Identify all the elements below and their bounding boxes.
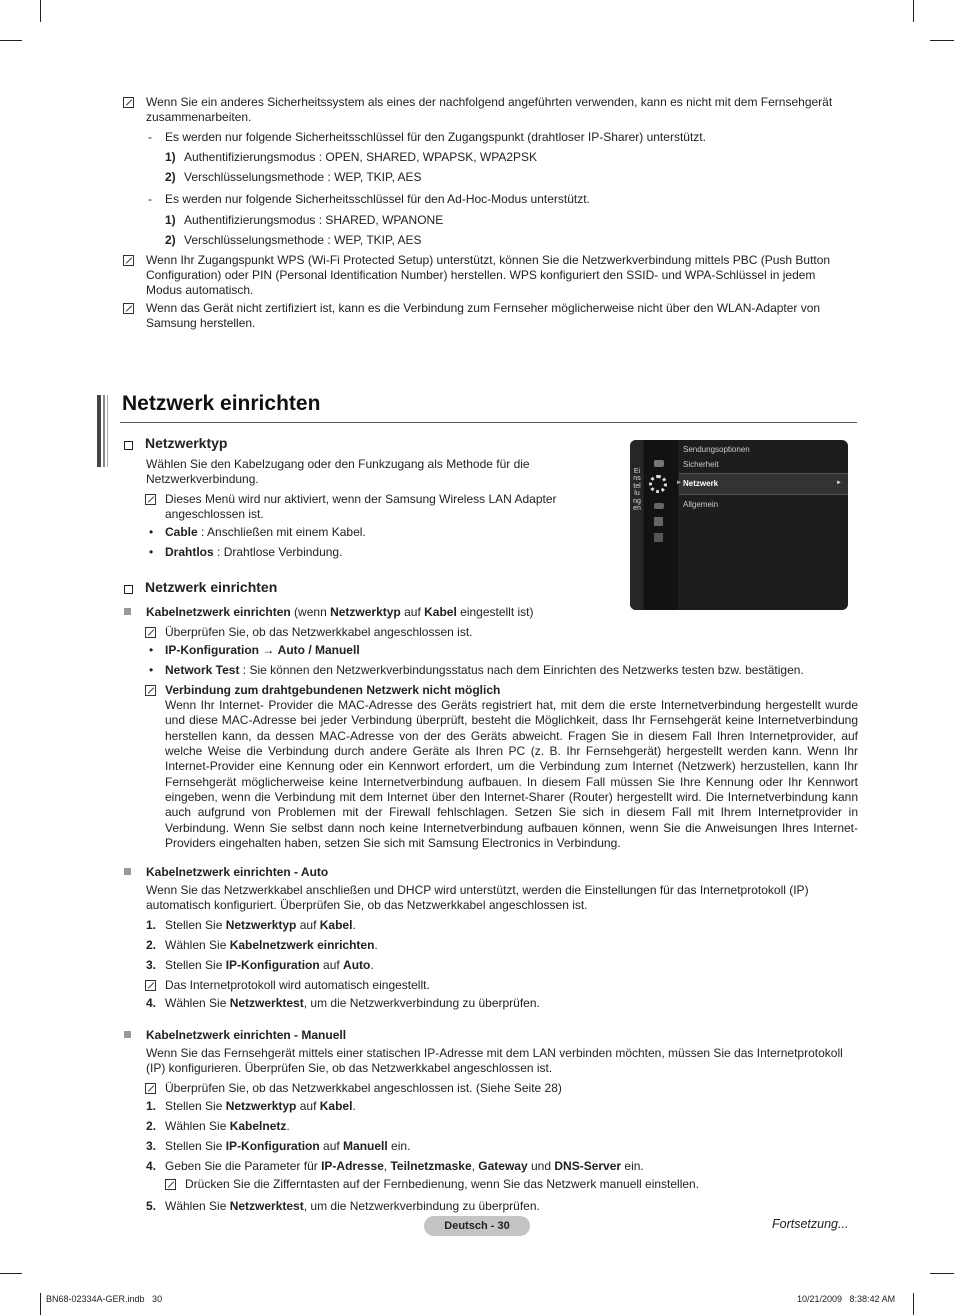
note-text: Samsung herstellen. (146, 316, 256, 330)
step-text (165, 958, 374, 973)
step-word: auf (296, 918, 320, 932)
desc-text: Netzwerkverbindung. (146, 472, 259, 486)
step-bold: Netzwerktyp (225, 918, 297, 932)
step-text (165, 1099, 356, 1114)
step-word: auf (296, 1099, 320, 1113)
step-text (165, 1119, 290, 1134)
dash: - (148, 192, 152, 206)
step-text (165, 1159, 644, 1174)
step-word: . (352, 1099, 356, 1113)
section-bar (107, 395, 108, 467)
note-text: zusammenarbeiten. (146, 110, 252, 124)
crop-mark (913, 1293, 914, 1315)
ip-label: IP-Konfiguration (165, 643, 259, 657)
bullet: • (149, 663, 154, 677)
manuell-desc: Wenn Sie das Fernsehgerät mittels einer statischen IP-Adresse mit dem LAN verbinden möchten, müssen Sie das Internetprotokoll (146, 1046, 843, 1060)
note-text: Wenn Ihr Zugangspunkt WPS (Wi-Fi Protected Setup) unterstützt, können Sie die Netzwerkverbindung mittels PBC (Push Button (146, 253, 831, 267)
menu-arrow-right: ► (836, 480, 842, 486)
step-word: . (370, 958, 374, 972)
test-text: : Sie können den Netzwerkverbindungsstatus nach dem Einrichten des Netzwerks testen bzw. bestätigen. (239, 663, 804, 677)
note-icon (145, 494, 156, 505)
menu-arrow-left: ► (676, 480, 682, 486)
step-word: , um die Netzwerkverbindung zu überprüfen. (303, 996, 540, 1010)
note-icon (123, 97, 134, 108)
test-label: Network Test (165, 663, 240, 677)
section-rule (120, 422, 857, 423)
step-word: auf (319, 1139, 344, 1153)
crop-mark (0, 1273, 22, 1274)
step-word: Stellen Sie (165, 1139, 226, 1153)
footer-file: BN68-02334A-GER.indb 30 (46, 1294, 163, 1304)
step-bold: Manuell (343, 1139, 388, 1153)
step-text (165, 918, 356, 933)
page-number-badge: Deutsch - 30 (424, 1216, 530, 1236)
step-number: 4. (146, 1159, 157, 1173)
note-icon (145, 980, 156, 991)
note-text: Dieses Menü wird nur aktiviert, wenn der Samsung Wireless LAN Adapter (165, 492, 557, 506)
step-word: ein. (387, 1139, 411, 1153)
crop-mark (0, 40, 22, 41)
step-word: Wählen Sie (165, 938, 230, 952)
step-word: Wählen Sie (165, 1119, 230, 1133)
ip-arrow: → (258, 643, 278, 657)
note-icon (145, 627, 156, 638)
step-bold: Kabelnetzwerk einrichten (229, 938, 375, 952)
auto-title: Kabelnetzwerk einrichten - Auto (146, 865, 329, 879)
bullet: • (149, 525, 154, 539)
step-bold: DNS-Server (554, 1159, 622, 1173)
list-text: Es werden nur folgende Sicherheitsschlüssel für den Ad-Hoc-Modus unterstützt. (165, 192, 590, 206)
step-text (165, 938, 378, 953)
step-bold: Netzwerktyp (225, 1099, 297, 1113)
step-word: Stellen Sie (165, 958, 226, 972)
note-icon (145, 1083, 156, 1094)
continue-text: Fortsetzung... (772, 1217, 849, 1231)
step-number: 5. (146, 1199, 157, 1213)
note-icon (165, 1179, 176, 1190)
square-bullet (124, 868, 131, 875)
note-text: angeschlossen ist. (165, 507, 264, 521)
list-number: 2) (165, 233, 176, 247)
step-bold: IP-Konfiguration (225, 958, 320, 972)
crop-mark (40, 1293, 41, 1315)
wifi-icon (654, 503, 664, 509)
cable-label: Cable (165, 525, 198, 539)
note-text: Modus automatisch. (146, 283, 254, 297)
desc-text: Wählen Sie den Kabelzugang oder den Funkzugang als Methode für die (146, 457, 530, 471)
crop-mark (930, 40, 954, 41)
step-word: Wählen Sie (165, 1199, 230, 1213)
manuell-title: Kabelnetzwerk einrichten - Manuell (146, 1028, 347, 1042)
network-test-line (165, 663, 804, 678)
section-bar (103, 395, 105, 467)
section-title: Netzwerk einrichten (122, 392, 321, 415)
checkbox-bullet (124, 585, 133, 594)
cable-text: : Anschließen mit einem Kabel. (197, 525, 366, 539)
wireless-label: Drahtlos (165, 545, 214, 559)
note-text: Überprüfen Sie, ob das Netzwerkkabel angeschlossen ist. (Siehe Seite 28) (165, 1081, 562, 1095)
ip-config-line (165, 643, 360, 658)
step-text (165, 1139, 410, 1154)
crop-mark (930, 1273, 954, 1274)
note-icon (123, 255, 134, 266)
square-bullet (124, 1031, 131, 1038)
step-bold: Kabelnetz (229, 1119, 287, 1133)
ip-value: Auto / Manuell (277, 643, 360, 657)
square-bullet (124, 608, 131, 615)
subheading: Netzwerktyp (145, 435, 228, 451)
step-number: 3. (146, 958, 157, 972)
step-number: 4. (146, 996, 157, 1010)
step-text (165, 1199, 540, 1214)
gear-icon (649, 475, 667, 493)
menu-item-netzwerk[interactable]: Netzwerk (683, 479, 719, 488)
step-word: Wählen Sie (165, 996, 230, 1010)
auto-desc: automatisch konfiguriert. Überprüfen Sie, ob das Netzwerkkabel angeschlossen ist. (146, 898, 588, 912)
step-bold: Auto (343, 958, 371, 972)
note-text: Das Internetprotokoll wird automatisch eingestellt. (165, 978, 430, 992)
step-word: Stellen Sie (165, 918, 226, 932)
kabel-heading (146, 605, 534, 620)
fail-body: Wenn Ihr Internet- Provider die MAC-Adresse des Geräts registriert hat, mit dem die erste Internetverbindung hergestellt wurde und diese MAC-Adresse bei jeder Verbindung überprüft, besteht die Möglichkeit, dass Ihr Fernsehgerät keine Internetverbindung herstellen kann, da dessen MAC-Adresse von der des Geräts abweicht. Fragen Sie in diesem Fall Ihren Internetprovider, auf welche Weise die Verbindung durch andere Geräte als Ihren PC (z. B. Ihr Fernsehgerät) hergestellt werden kann. Wenn Ihr Internet-Provider eine Kennung oder ein Kennwort erfordert, um die Verbindung zum Internet (Netzwerk) herzustellen, kann Ihr Fernsehgerät möglicherweise keine Internetverbindung aufbauen. In diesem Fall müssen Sie Ihre Kennung oder Ihr Kennwort eingeben, wenn die Verbindung mit dem Internet über den Internet-Sharer (Router) hergestellt wird. Die Internetverbindung kann auch aufgrund von Problemen mit der Firewall fehlschlagen. Setzen Sie sich in diesem Fall mit Ihrem Internetprovider in Verbindung. Wenn Sie selbst dann noch keine Internetverbindung aufbauen können, wenn Sie die Anweisungen Ihres Internet-Providers eingehalten haben, setzen Sie sich mit Samsung Electronics in Verbindung. (165, 698, 858, 851)
list-number: 2) (165, 170, 176, 184)
list-number: 1) (165, 150, 176, 164)
auto-desc: Wenn Sie das Netzwerkkabel anschließen und DHCP wird unterstützt, werden die Einstellungen für das Internetprotokoll (IP) (146, 883, 809, 897)
dash: - (148, 130, 152, 144)
step-word: . (286, 1119, 290, 1133)
step-number: 2. (146, 938, 157, 952)
step-bold: Kabel (319, 918, 353, 932)
bullet: • (149, 545, 154, 559)
support-icon (654, 517, 663, 526)
menu-item-sicherheit[interactable]: Sicherheit (683, 460, 719, 469)
step-number: 1. (146, 918, 157, 932)
crop-mark (913, 0, 914, 22)
bullet-text (165, 525, 366, 540)
step-word: ein. (621, 1159, 644, 1173)
step-word: und (527, 1159, 555, 1173)
step-word: auf (319, 958, 344, 972)
kabel-kabel: Kabel (424, 605, 457, 619)
crop-mark (40, 0, 41, 22)
step-bold: IP-Konfiguration (225, 1139, 320, 1153)
menu-side-strip (630, 440, 643, 610)
step-bold: Netzwerktest (229, 996, 304, 1010)
step-word: . (352, 918, 356, 932)
note-icon (145, 685, 156, 696)
step-bold: Netzwerktest (229, 1199, 304, 1213)
bullet: • (149, 643, 154, 657)
input-icon (654, 533, 663, 542)
note-text: Wenn Sie ein anderes Sicherheitssystem als eines der nachfolgend angeführten verwenden, kann es nicht mit dem Fernsehgerät (146, 95, 833, 109)
list-text: Verschlüsselungsmethode : WEP, TKIP, AES (184, 170, 422, 184)
step-word: . (374, 938, 378, 952)
tv-menu-screenshot (630, 440, 848, 610)
step-word: Stellen Sie (165, 1099, 226, 1113)
step-bold: IP-Adresse (321, 1159, 384, 1173)
list-text: Authentifizierungsmodus : SHARED, WPANONE (184, 213, 444, 227)
menu-side-label: Einstellungen (633, 468, 641, 513)
section-bar (97, 395, 101, 467)
kabel-end: eingestellt ist) (456, 605, 534, 619)
menu-item-allgemein[interactable]: Allgemein (683, 500, 719, 509)
tv-icon (654, 460, 664, 467)
list-text: Es werden nur folgende Sicherheitsschlüssel für den Zugangspunkt (drahtloser IP-Sharer) unterstützt. (165, 130, 706, 144)
fail-title: Verbindung zum drahtgebundenen Netzwerk nicht möglich (165, 683, 501, 697)
note-text: Überprüfen Sie, ob das Netzwerkkabel angeschlossen ist. (165, 625, 473, 639)
checkbox-bullet (124, 441, 133, 450)
wireless-text: : Drahtlose Verbindung. (213, 545, 343, 559)
list-text: Verschlüsselungsmethode : WEP, TKIP, AES (184, 233, 422, 247)
kabel-title: Kabelnetzwerk einrichten (146, 605, 291, 619)
step-bold: Kabel (319, 1099, 353, 1113)
step-number: 2. (146, 1119, 157, 1133)
list-number: 1) (165, 213, 176, 227)
step-bold: Gateway (478, 1159, 528, 1173)
kabel-auf: auf (400, 605, 425, 619)
bullet-text (165, 545, 342, 560)
note-text: Drücken Sie die Zifferntasten auf der Fernbedienung, wenn Sie das Netzwerk manuell einstellen. (185, 1177, 700, 1191)
step-number: 1. (146, 1099, 157, 1113)
kabel-wenn: (wenn (290, 605, 331, 619)
note-text: Configuration) oder PIN (Personal Identification Number) herstellen. WPS konfiguriert den SSID- und WPA-Schlüssel in jedem (146, 268, 816, 282)
step-number: 3. (146, 1139, 157, 1153)
note-text: Wenn das Gerät nicht zertifiziert ist, kann es die Verbindung zum Fernseher möglicherweise nicht über den WLAN-Adapter von (146, 301, 821, 315)
step-text (165, 996, 540, 1011)
footer-date: 10/21/2009 8:38:42 AM (797, 1294, 896, 1304)
step-word: Geben Sie die Parameter für (165, 1159, 322, 1173)
note-icon (123, 303, 134, 314)
manuell-desc: (IP) konfigurieren. Überprüfen Sie, ob das Netzwerkkabel angeschlossen ist. (146, 1061, 553, 1075)
step-bold: Teilnetzmaske (390, 1159, 472, 1173)
step-word: , (471, 1159, 479, 1173)
kabel-nt: Netzwerktyp (330, 605, 401, 619)
step-word: , um die Netzwerkverbindung zu überprüfen. (303, 1199, 540, 1213)
step-word: , (383, 1159, 391, 1173)
subheading: Netzwerk einrichten (145, 579, 278, 595)
list-text: Authentifizierungsmodus : OPEN, SHARED, WPAPSK, WPA2PSK (184, 150, 538, 164)
menu-item-sendungsoptionen[interactable]: Sendungsoptionen (683, 445, 750, 454)
